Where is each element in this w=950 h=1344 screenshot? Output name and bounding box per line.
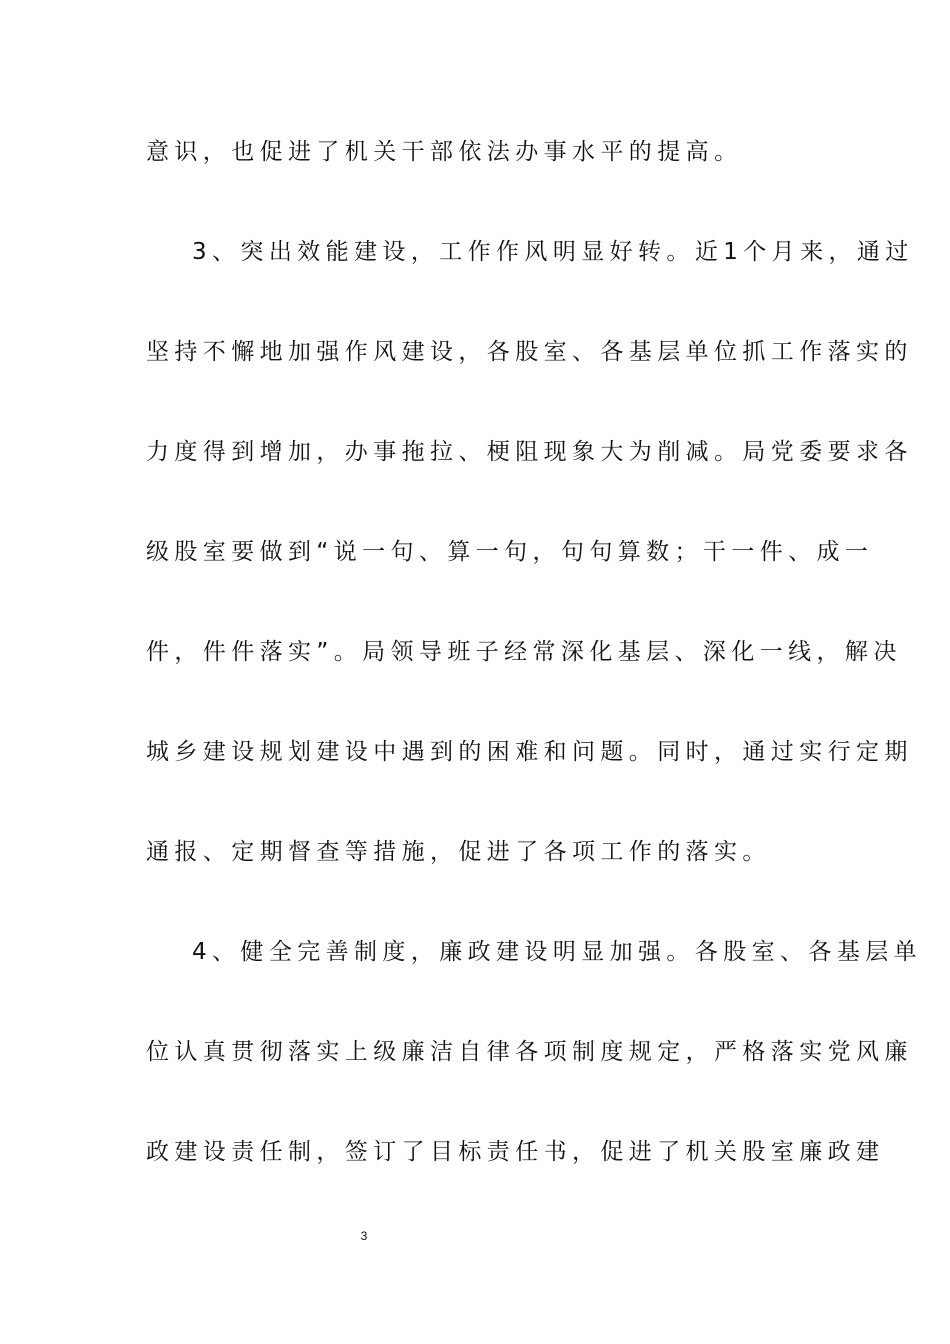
paragraph-line: 3、突出效能建设，工作作风明显好转。近1个月来，通过	[192, 239, 914, 265]
paragraph-line: 级股室要做到“说一句、算一句，句句算数；干一件、成一	[146, 539, 874, 565]
paragraph-line: 通报、定期督查等措施，促进了各项工作的落实。	[146, 839, 771, 865]
paragraph-line: 4、健全完善制度，廉政建设明显加强。各股室、各基层单	[192, 939, 923, 965]
paragraph-line: 政建设责任制，签订了目标责任书，促进了机关股室廉政建	[146, 1139, 885, 1165]
page-number: 3	[360, 1229, 368, 1243]
paragraph-line: 力度得到增加，办事拖拉、梗阻现象大为削减。局党委要求各	[146, 439, 913, 465]
paragraph-line: 城乡建设规划建设中遇到的困难和问题。同时，通过实行定期	[146, 739, 913, 765]
paragraph-line: 件，件件落实”。局领导班子经常深化基层、深化一线，解决	[146, 639, 902, 665]
paragraph-line: 意识，也促进了机关干部依法办事水平的提高。	[146, 139, 743, 165]
paragraph-line: 坚持不懈地加强作风建设，各股室、各基层单位抓工作落实的	[146, 339, 913, 365]
paragraph-line: 位认真贯彻落实上级廉洁自律各项制度规定，严格落实党风廉	[146, 1039, 913, 1065]
